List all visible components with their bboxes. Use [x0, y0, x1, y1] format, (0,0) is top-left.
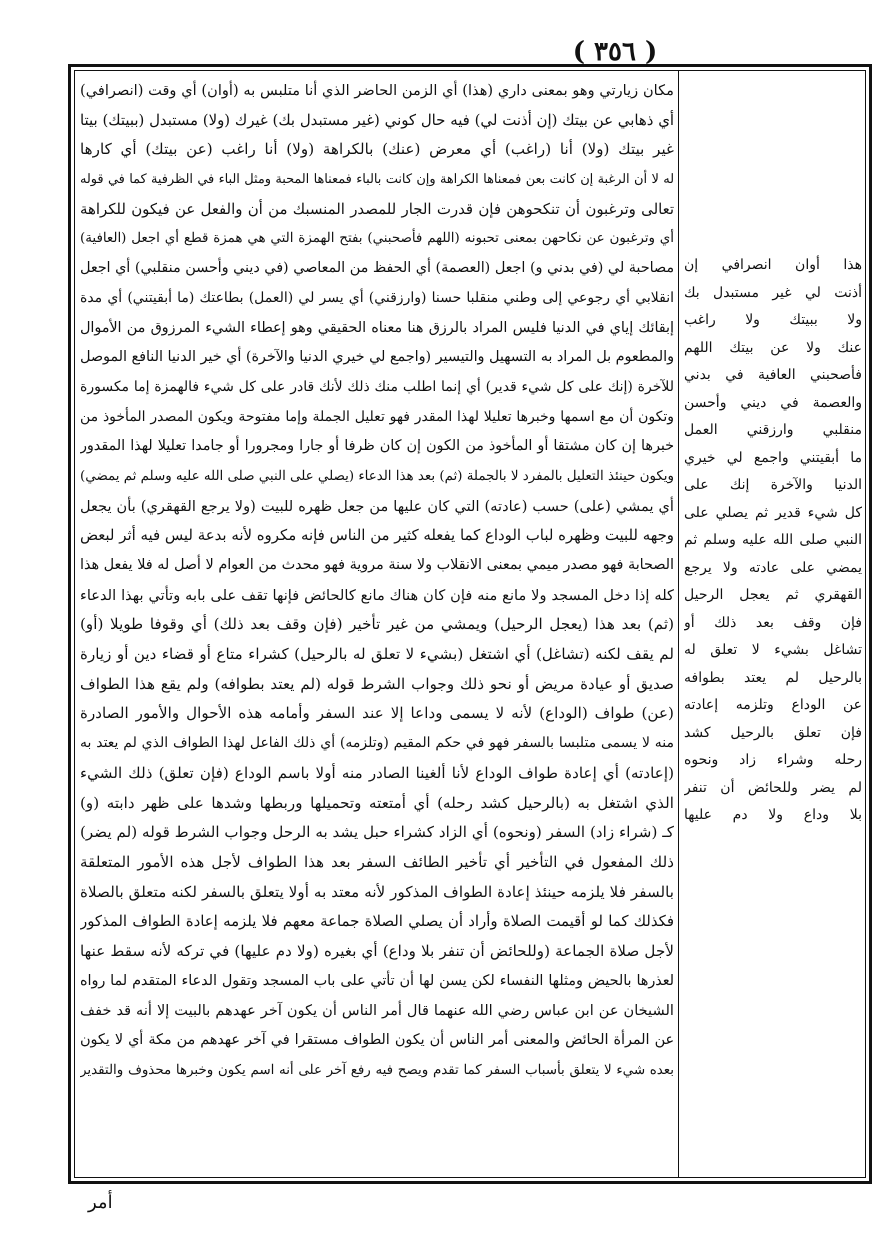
margin-text-line: الدنيا والآخرة إنك على — [684, 477, 862, 493]
margin-text-line: والعصمة في ديني وأحسن — [684, 394, 862, 411]
margin-text-line: رحله وشراء زاد ونحوه — [684, 752, 862, 768]
main-text-line: أي ذهابي عن بيتك (إن أذنت لي) فيه حال كوني (غير مستبدل بك) غيرك (ولا) مستبدل (ببيتك) بيتا — [80, 110, 674, 129]
main-text-line: ذلك المفعول في التأخير أي تأخير الطائف السفر بعد هذا الطواف لأجل هذه الأمور المتعلقة — [80, 852, 674, 871]
margin-text-line: فإن تعلق بالرحيل كشد — [684, 724, 862, 741]
margin-text-line: بالرحيل لم يعتد بطوافه — [684, 669, 862, 686]
margin-text-line: لم يضر وللحائض أن تنفر — [684, 779, 862, 796]
margin-text-line: كل شيء قدير ثم يصلي على — [684, 504, 862, 521]
main-text-line: انقلابي أي رجوعي إلى وطني منقلبا حسنا (وارزقني) أي يسر لي (العمل) بطاعتك (ما أبقيتني) أي مدة — [80, 289, 674, 306]
main-text-line: تعالى وترغبون أن تنكحوهن فإن قدرت الجار للمصدر المنسبك من أن والفعل عن فيكون للكراهة — [80, 199, 674, 218]
main-text-line: مصاحبة لي (في بدني و) اجعل (العصمة) أي الحفظ من المعاصي (في ديني وأحسن منقلبي) أي اجعل — [80, 260, 674, 277]
main-text-line: للآخرة (إنك على كل شيء قدير) أي إنما اطلب منك ذلك لأنك قادر على كل شيء فالهمزة إما مكسورة — [80, 378, 674, 395]
main-text-line: فكذلك كما لو أقيمت الصلاة وأراد أن يصلي الصلاة جماعة معهم فلا يلزمه إعادة الطواف المذكور — [80, 912, 674, 931]
main-text-line: والمطعوم بل المراد به التسهيل والتيسير (واجمع لي خيري الدنيا والآخرة) أي خير الدنيا النافع الموصل — [80, 349, 674, 366]
main-text-line: عن المرأة الحائض والمعنى أمر الناس أن يكون الطواف مستقرا في آخر عهدهم من مكة أي لا يكون — [80, 1032, 674, 1048]
margin-text-line: بلا وداع ولا دم عليها — [684, 807, 862, 823]
margin-text-line: عن الوداع وتلزمه إعادته — [684, 697, 862, 713]
main-text-line: صديق أو عيادة مريض أو نحو ذلك وجواب الشرط قوله (لم يعتد بطوافه) ولم يقع هذا الطواف — [80, 674, 674, 693]
main-text-line: وتكون أن مع اسمها وخبرها تعليلا لهذا المقدر فهو تعليل الجملة وإما مفتوحة ويكون المصدر المأخوذ من — [80, 408, 674, 425]
main-text-line: وجهه للبيت وظهره لباب الوداع كما يفعله كثير من الناس فإنه مكروه لأنه بدعة ليس فيه أثر لبعض — [80, 526, 674, 545]
main-text-line: لم يقف لكنه (تشاغل) أي اشتغل (بشيء لا تعلق له بالرحيل) كشراء متاع أو قضاء دين أو زيارة — [80, 645, 674, 664]
page-number: ( ٣٥٦ ) — [572, 37, 658, 67]
margin-text-line: عنك ولا عن بيتك اللهم — [684, 339, 862, 356]
main-text-line: أي يمشي (على) حسب (عادته) التي كان عليها من جعل ظهره للبيت (ولا يرجع القهقري) بأن يجعل — [80, 497, 674, 515]
main-text-line: (عن) طواف (الوداع) لأنه لا يسمى وداعا إلا عند السفر وأمامه هذه الأحوال والأمور الصادرة — [80, 704, 674, 723]
margin-divider-line — [678, 70, 679, 1178]
main-text-line: بالسفر فلا يلزمه حينئذ إعادة الطواف المذكور لأنه معتد به أولا يتعلق بالسفر لكنه متعلق بالصلاة — [80, 882, 674, 901]
main-text-line: كـ (شراء زاد) السفر (ونحوه) أي الزاد كشراء حبل يشد به الرحل وجواب الشرط قوله (لم يضر) — [80, 823, 674, 842]
main-text-line: بعده شيء لا يتعلق بأسباب السفر كما تقدم ويصح فيه رفع آخر على أنه اسم يكون وخبرها محذوف والتقدير — [80, 1062, 674, 1078]
main-text-line: (إعادته) أي إعادة طواف الوداع لأنا ألغينا الصادر منه أولا باسم الوداع (فإن تعلق) ذلك الشيء — [80, 763, 674, 782]
margin-text-line: هذا أوان انصرافي إن — [684, 257, 862, 273]
main-text-line: كله إذا دخل المسجد ولا مانع منه فإن كان هناك مانع كالحائض فإنها تقف على بابه وتأتي بهذا الدعاء — [80, 586, 674, 604]
main-text-line: مكان زيارتي وهو بمعنى داري (هذا) أي الزمن الحاضر الذي أنا متلبس به (أوان) أي وقت (انصرافي) — [80, 82, 674, 99]
margin-text-line: النبي صلى الله عليه وسلم ثم — [684, 532, 862, 548]
main-text-line: لأجل صلاة الجماعة (وللحائض أن تنفر بلا وداع) أي بغيره (ولا دم عليها) في تركه لأنه سقط عنها — [80, 941, 674, 960]
catchword: أمر — [88, 1192, 113, 1213]
main-text-line: أي وترغبون عن نكاحهن بمعنى تحبونه (اللهم فأصحبني) بفتح الهمزة التي هي همزة قطع أي اجعل (العافية) — [80, 231, 674, 247]
margin-text-line: القهقري ثم يعجل الرحيل — [684, 587, 862, 603]
margin-text-line: ما أبقيتني واجمع لي خيري — [684, 449, 862, 466]
main-text-line: إبقائك إياي في الدنيا فليس المراد بالرزق هنا معناه الحقيقي وهو إعطاء الشيء المرزوق من الأموال — [80, 319, 674, 336]
margin-text-line: يمضي على عادته ولا يرجع — [684, 559, 862, 576]
main-text-line: له لا أن الرغبة إن كانت بعن فمعناها الكراهة وإن كانت بالباء فمعناها المحبة ومثل الباء في الظرفية كما في قوله — [80, 172, 674, 188]
margin-text-line: فأصحبني العافية في بدني — [684, 367, 862, 383]
margin-matn-text — [684, 252, 862, 830]
margin-text-line: أذنت لي غير مستبدل بك — [684, 284, 862, 301]
main-commentary-text — [80, 76, 674, 1176]
main-text-line: (ثم) بعد هذا (يعجل الرحيل) ويمشي من غير تأخير (فإن وقف بعد ذلك) أي وقوفا طويلا (أو) — [80, 615, 674, 634]
main-text-line: الصحابة فهو مصدر ميمي بمعنى الانقلاب ولا سنة مروية فهو محدث من العوام لا أصل له فلا يفعل هذا — [80, 557, 674, 573]
margin-text-line: تشاغل بشيء لا تعلق له — [684, 642, 862, 658]
margin-text-line: فإن وقف بعد ذلك أو — [684, 614, 862, 631]
main-text-line: الذي اشتغل به (بالرحيل كشد رحله) أي أمتعته وتحميلها وربطها وشدها على ظهر دابته (و) — [80, 793, 674, 812]
main-text-line: منه لا يسمى متلبسا بالسفر فهو في حكم المقيم (وتلزمه) أي ذلك الفاعل لهذا الطواف الذي لم يعتد به — [80, 735, 674, 752]
main-text-line: ويكون حينئذ التعليل بالمفرد لا بالجملة (ثم) بعد هذا الدعاء (يصلي على النبي صلى الله عليه وسلم ثم يمضي) — [80, 468, 674, 484]
main-text-line: لعذرها بالحيض ومثلها النفساء لكن يسن لها أن تأتي على باب المسجد وتقول الدعاء المتقدم لما رواه — [80, 972, 674, 989]
margin-text-line: منقلبي وارزقني العمل — [684, 422, 862, 438]
main-text-line: خبرها إن كان مشتقا أو المأخوذ من الكون إن كان ظرفا أو جارا ومجرورا أو جامدا تعليلا لهذا المقدور — [80, 438, 674, 455]
margin-text-line: ولا ببيتك ولا راغب — [684, 312, 862, 328]
main-text-line: غير بيتك (ولا) أنا (راغب) أي معرض (عنك) بالكراهة (ولا) أنا راغب (عن بيتك) أي كارها — [80, 140, 674, 159]
main-text-line: الشيخان عن ابن عباس رضي الله عنهما قال أمر الناس أن يكون آخر عهدهم بالبيت إلا أنه قد خفف — [80, 1002, 674, 1020]
